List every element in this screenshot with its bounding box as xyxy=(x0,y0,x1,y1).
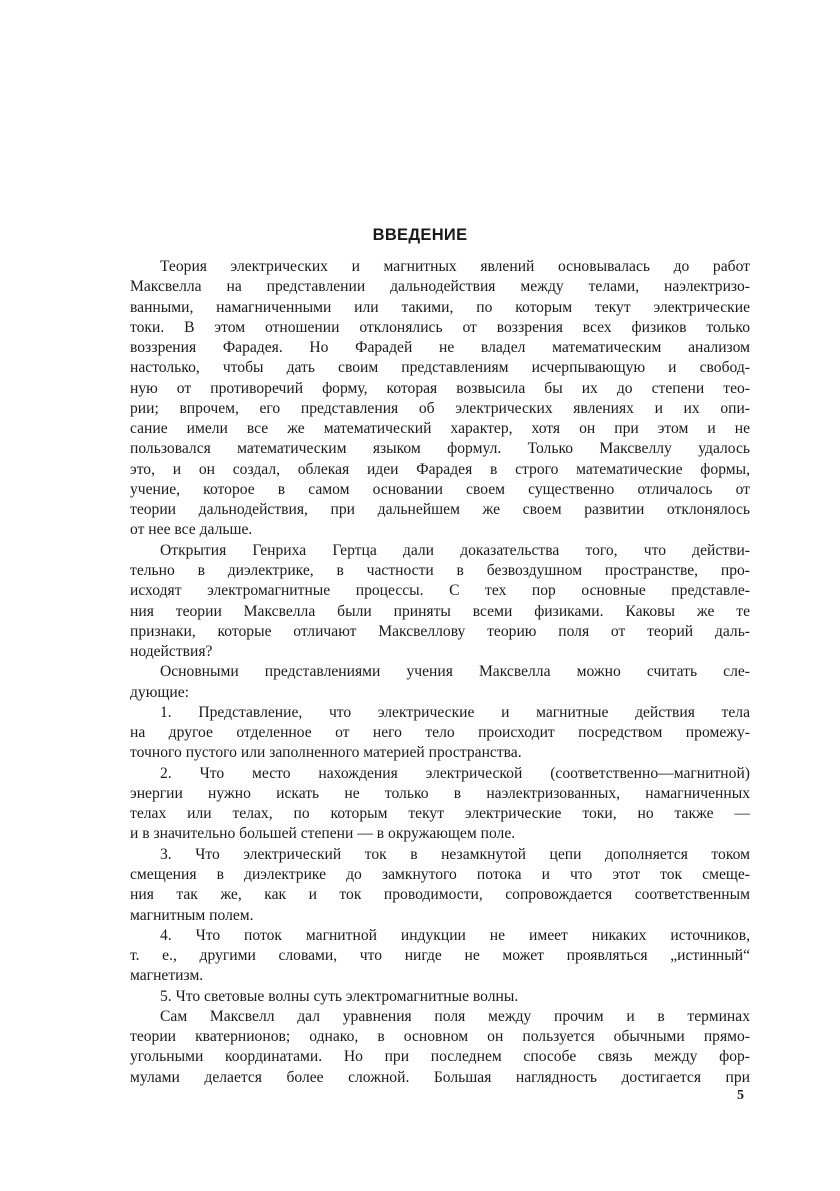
list-item-line: магнетизм. xyxy=(130,967,204,985)
list-item-line: энергии нужно искать не только в наэлектризованных, намагниченных xyxy=(130,784,750,802)
page-number: 5 xyxy=(737,1088,744,1103)
text-line: ную от противоречий форму, которая возвысила бы их до степени тео- xyxy=(130,379,750,397)
text-line: токи. В этом отношении отклонялись от воззрения всех физиков только xyxy=(130,318,750,336)
text-line: ванными, намагниченными или такими, по которым текут электрические xyxy=(130,298,750,316)
text-line: нодействия? xyxy=(130,643,213,661)
text-line: теории кватернионов; однако, в основном он пользуется обычными прямо- xyxy=(130,1028,750,1046)
text-line: рии; впрочем, его представления об электрических явлениях и их опи- xyxy=(130,399,750,417)
list-item-line: 4. Что поток магнитной индукции не имеет никаких источников, xyxy=(160,926,750,944)
text-line: пользовался математическим языком формул. Только Максвеллу удалось xyxy=(130,440,750,458)
text-line: Основными представлениями учения Максвелла можно считать сле- xyxy=(160,663,750,681)
list-item-line: 2. Что место нахождения электрической (соответственно—магнитной) xyxy=(160,764,750,782)
list-item-line: 1. Представление, что электрические и магнитные действия тела xyxy=(160,703,750,721)
list-item-line: 3. Что электрический ток в незамкнутой цепи дополняется током xyxy=(160,845,750,863)
text-line: Открытия Генриха Гертца дали доказательства того, что действи- xyxy=(160,541,750,559)
text-line: мулами делается более сложной. Большая наглядность достигается при xyxy=(130,1068,750,1086)
text-line: исходят электромагнитные процессы. С тех пор основные представле- xyxy=(130,582,750,600)
text-line: Сам Максвелл дал уравнения поля между прочим и в терминах xyxy=(160,1007,750,1025)
body-text xyxy=(130,257,750,1088)
list-item-line: и в значительно большей степени — в окружающем поле. xyxy=(130,825,516,843)
list-item-line: точного пустого или заполненного материей пространства. xyxy=(130,744,522,762)
list-item-line: ния так же, как и ток проводимости, сопровождается соответственным xyxy=(130,886,750,904)
text-line: учение, которое в самом основании своем существенно отличалось от xyxy=(130,480,750,498)
text-line: дующие: xyxy=(130,683,189,701)
list-item-line: телах или телах, по которым текут электрические токи, но также — xyxy=(130,805,750,823)
text-line: воззрения Фарадея. Но Фарадей не владел математическим анализом xyxy=(130,339,750,357)
list-item-line: смещения в диэлектрике до замкнутого потока и что этот ток смеще- xyxy=(130,865,750,883)
text-line: сание имели все же математический характер, хотя он при этом и не xyxy=(130,420,750,438)
text-line: Максвелла на представлении дальнодействия между телами, наэлектризо- xyxy=(130,278,750,296)
list-item-line: т. е., другими словами, что нигде не может проявляться „истинный“ xyxy=(130,947,750,965)
text-line: настолько, чтобы дать своим представлениям исчерпывающую и свобод- xyxy=(130,359,750,377)
list-item-line: магнитным полем. xyxy=(130,906,254,924)
text-line: теории дальнодействия, при дальнейшем же своем развитии отклонялось xyxy=(130,501,750,519)
text-line: это, и он создал, облекая идеи Фарадея в строго математические формы, xyxy=(130,460,750,478)
text-line: от нее все дальше. xyxy=(130,521,253,539)
text-line: тельно в диэлектрике, в частности в безвоздушном пространстве, про- xyxy=(130,561,750,579)
text-line: признаки, которые отличают Максвеллову теорию поля от теорий даль- xyxy=(130,622,750,640)
text-line: Теория электрических и магнитных явлений основывалась до работ xyxy=(160,258,750,275)
section-heading: ВВЕДЕНИЕ xyxy=(372,226,468,244)
text-line: ния теории Максвелла были приняты всеми физиками. Каковы же те xyxy=(130,602,750,620)
list-item-line: 5. Что световые волны суть электромагнитные волны. xyxy=(160,987,519,1005)
list-item-line: на другое отделенное от него тело происходит посредством промежу- xyxy=(130,724,750,742)
text-line: угольными координатами. Но при последнем способе связь между фор- xyxy=(130,1048,750,1066)
